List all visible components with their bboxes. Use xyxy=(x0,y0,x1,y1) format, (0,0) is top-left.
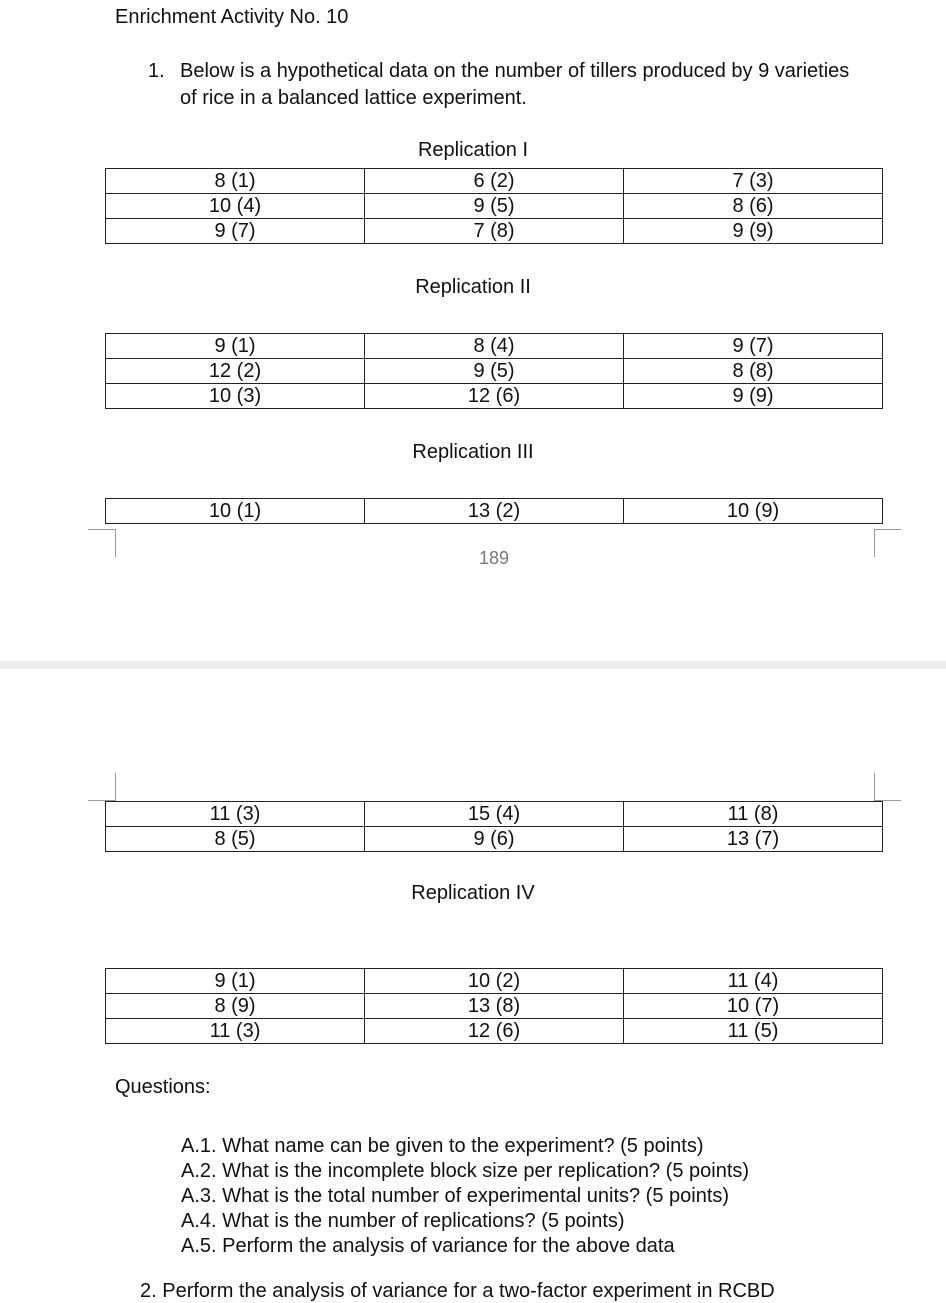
table-row xyxy=(106,827,883,852)
page-corner-mark xyxy=(874,773,901,801)
table-cell: 9 (9) xyxy=(624,384,883,409)
replication-4-label: Replication IV xyxy=(411,882,535,904)
table-cell: 9 (5) xyxy=(365,194,624,219)
table-cell: 12 (6) xyxy=(365,1019,624,1044)
table-cell: 6 (2) xyxy=(365,169,624,194)
replication-1-table xyxy=(105,168,883,244)
list-item: A.5. Perform the analysis of variance for the above data xyxy=(181,1235,675,1257)
table-cell: 13 (7) xyxy=(624,827,883,852)
table-cell: 7 (3) xyxy=(624,169,883,194)
table-cell: 11 (8) xyxy=(624,802,883,827)
page-corner-mark xyxy=(88,773,116,801)
replication-2-table xyxy=(105,333,883,409)
table-cell: 11 (4) xyxy=(624,969,883,994)
table-cell: 10 (1) xyxy=(106,499,365,524)
list-item: A.2. What is the incomplete block size per replication? (5 points) xyxy=(181,1160,750,1182)
table-row xyxy=(106,169,883,194)
table-cell: 7 (8) xyxy=(365,219,624,244)
page-number: 189 xyxy=(478,548,510,568)
table-cell: 10 (7) xyxy=(624,994,883,1019)
table-cell: 8 (9) xyxy=(106,994,365,1019)
table-row xyxy=(106,994,883,1019)
list-item: A.1. What name can be given to the experiment? (5 points) xyxy=(181,1135,704,1157)
table-cell: 12 (6) xyxy=(365,384,624,409)
table-cell: 9 (1) xyxy=(106,334,365,359)
table-cell: 11 (3) xyxy=(106,802,365,827)
table-row xyxy=(106,802,883,827)
table-row xyxy=(106,359,883,384)
replication-3-label: Replication III xyxy=(412,441,534,463)
question-2-partial: 2. Perform the analysis of variance for a two-factor experiment in RCBD xyxy=(140,1280,775,1302)
table-row xyxy=(106,384,883,409)
table-cell: 13 (8) xyxy=(365,994,624,1019)
table-cell: 8 (6) xyxy=(624,194,883,219)
questions-list xyxy=(181,1134,749,1259)
list-item: A.4. What is the number of replications? (5 points) xyxy=(181,1210,625,1232)
table-cell: 8 (1) xyxy=(106,169,365,194)
table-row xyxy=(106,219,883,244)
questions-heading: Questions: xyxy=(115,1076,211,1098)
table-cell: 10 (3) xyxy=(106,384,365,409)
table-cell: 8 (4) xyxy=(365,334,624,359)
table-cell: 10 (2) xyxy=(365,969,624,994)
table-cell: 9 (7) xyxy=(106,219,365,244)
table-cell: 10 (4) xyxy=(106,194,365,219)
replication-3-table-part1 xyxy=(105,498,883,524)
table-cell: 12 (2) xyxy=(106,359,365,384)
table-row xyxy=(106,194,883,219)
replication-2-label: Replication II xyxy=(415,276,531,298)
table-cell: 9 (9) xyxy=(624,219,883,244)
question-1-text: Below is a hypothetical data on the number of tillers produced by 9 varieties of rice in a balanced lattice experiment. xyxy=(180,60,850,109)
table-cell: 11 (3) xyxy=(106,1019,365,1044)
table-row xyxy=(106,499,883,524)
table-cell: 11 (5) xyxy=(624,1019,883,1044)
list-item: A.3. What is the total number of experimental units? (5 points) xyxy=(181,1185,730,1207)
document-title: Enrichment Activity No. 10 xyxy=(115,6,349,28)
table-cell: 9 (1) xyxy=(106,969,365,994)
table-cell: 9 (6) xyxy=(365,827,624,852)
replication-3-table-part2 xyxy=(105,801,883,852)
table-cell: 13 (2) xyxy=(365,499,624,524)
table-cell: 10 (9) xyxy=(624,499,883,524)
page-break xyxy=(0,661,946,669)
table-row xyxy=(106,969,883,994)
table-cell: 9 (7) xyxy=(624,334,883,359)
table-cell: 9 (5) xyxy=(365,359,624,384)
table-row xyxy=(106,334,883,359)
table-row xyxy=(106,1019,883,1044)
table-cell: 15 (4) xyxy=(365,802,624,827)
replication-4-table xyxy=(105,968,883,1044)
question-1-number: 1. xyxy=(148,60,165,82)
table-cell: 8 (5) xyxy=(106,827,365,852)
table-cell: 8 (8) xyxy=(624,359,883,384)
replication-1-label: Replication I xyxy=(417,139,529,161)
